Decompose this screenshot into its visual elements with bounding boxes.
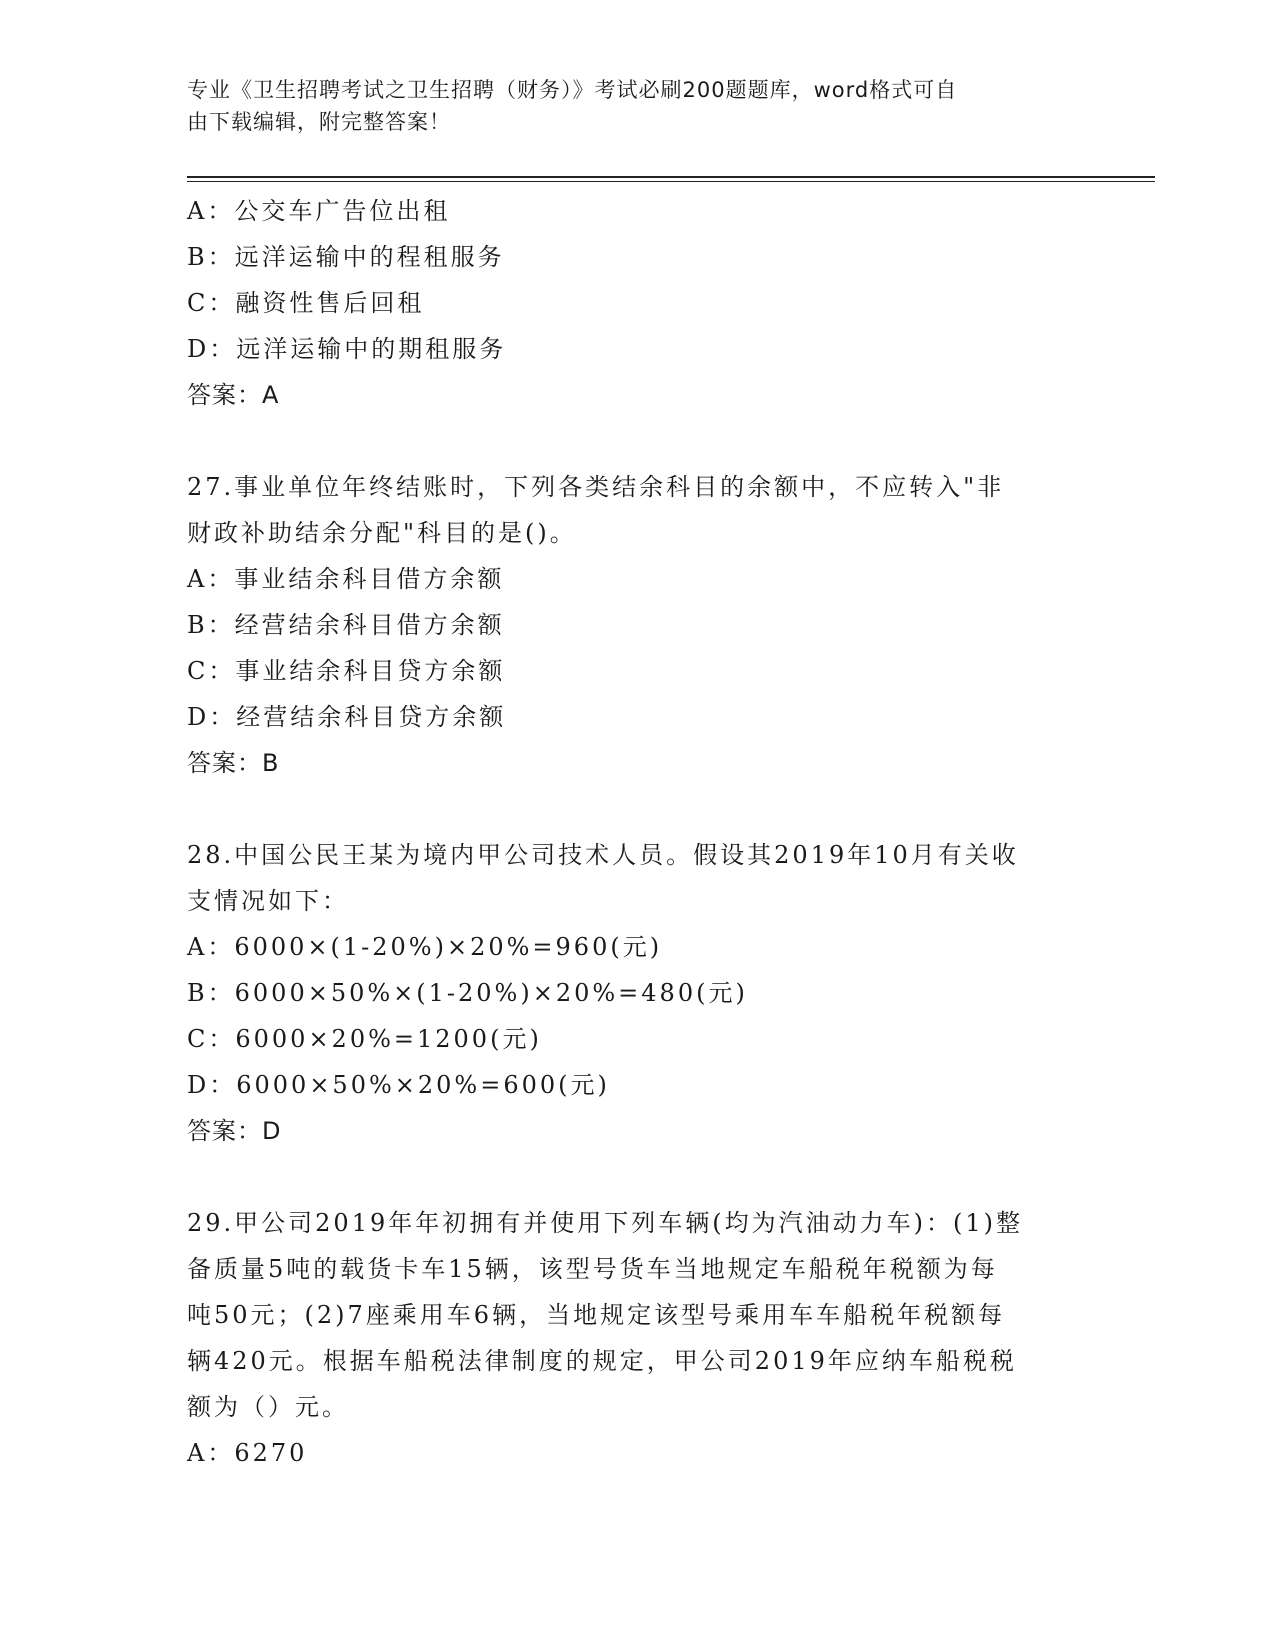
- question-29-text-line-3: 吨50元；(2)7座乘用车6辆，当地规定该型号乘用车车船税年税额每: [187, 1301, 1006, 1329]
- question-27-text-line-2: 财政补助结余分配"科目的是()。: [187, 519, 577, 547]
- option-c: C：融资性售后回租: [187, 289, 425, 317]
- option-b: B：经营结余科目借方余额: [187, 611, 505, 639]
- header-divider-thin: [187, 181, 1155, 182]
- answer-line: 答案：A: [187, 381, 280, 409]
- question-28-text-line-1: 28.中国公民王某为境内甲公司技术人员。假设其2019年10月有关收: [187, 841, 1019, 869]
- question-29-block: [187, 1200, 1087, 1476]
- document-header: [187, 74, 1067, 138]
- header-line-1: 专业《卫生招聘考试之卫生招聘（财务）》考试必刷200题题库，word格式可自: [187, 78, 958, 102]
- question-28-block: [187, 832, 1087, 1154]
- question-29-text-line-4: 辆420元。根据车船税法律制度的规定，甲公司2019年应纳车船税税: [187, 1347, 1017, 1375]
- option-c: C：6000×20%=1200(元): [187, 1025, 542, 1053]
- option-d: D：经营结余科目贷方余额: [187, 703, 507, 731]
- question-28-text-line-2: 支情况如下：: [187, 887, 349, 915]
- option-a: A：6000×(1-20%)×20%=960(元): [187, 933, 663, 961]
- spacer: [187, 786, 1087, 832]
- previous-question-block: [187, 188, 1087, 418]
- option-b: B：6000×50%×(1-20%)×20%=480(元): [187, 979, 748, 1007]
- spacer: [187, 418, 1087, 464]
- option-d: D：6000×50%×20%=600(元): [187, 1071, 610, 1099]
- question-29-text-line-1: 29.甲公司2019年年初拥有并使用下列车辆(均为汽油动力车)：(1)整: [187, 1209, 1023, 1237]
- question-29-text-line-5: 额为（）元。: [187, 1393, 349, 1421]
- question-29-text-line-2: 备质量5吨的载货卡车15辆，该型号货车当地规定车船税年税额为每: [187, 1255, 998, 1283]
- question-27-text-line-1: 27.事业单位年终结账时，下列各类结余科目的余额中，不应转入"非: [187, 473, 1005, 501]
- option-d: D：远洋运输中的期租服务: [187, 335, 507, 363]
- question-content: [187, 188, 1087, 1476]
- answer-line: 答案：D: [187, 1117, 282, 1145]
- header-line-2: 由下载编辑，附完整答案！: [187, 110, 451, 134]
- answer-line: 答案：B: [187, 749, 280, 777]
- option-c: C：事业结余科目贷方余额: [187, 657, 506, 685]
- question-27-block: [187, 464, 1087, 786]
- option-a: A：6270: [187, 1439, 308, 1467]
- option-a: A：公交车广告位出租: [187, 197, 451, 225]
- option-b: B：远洋运输中的程租服务: [187, 243, 505, 271]
- spacer: [187, 1154, 1087, 1200]
- option-a: A：事业结余科目借方余额: [187, 565, 505, 593]
- header-divider-thick: [187, 176, 1155, 178]
